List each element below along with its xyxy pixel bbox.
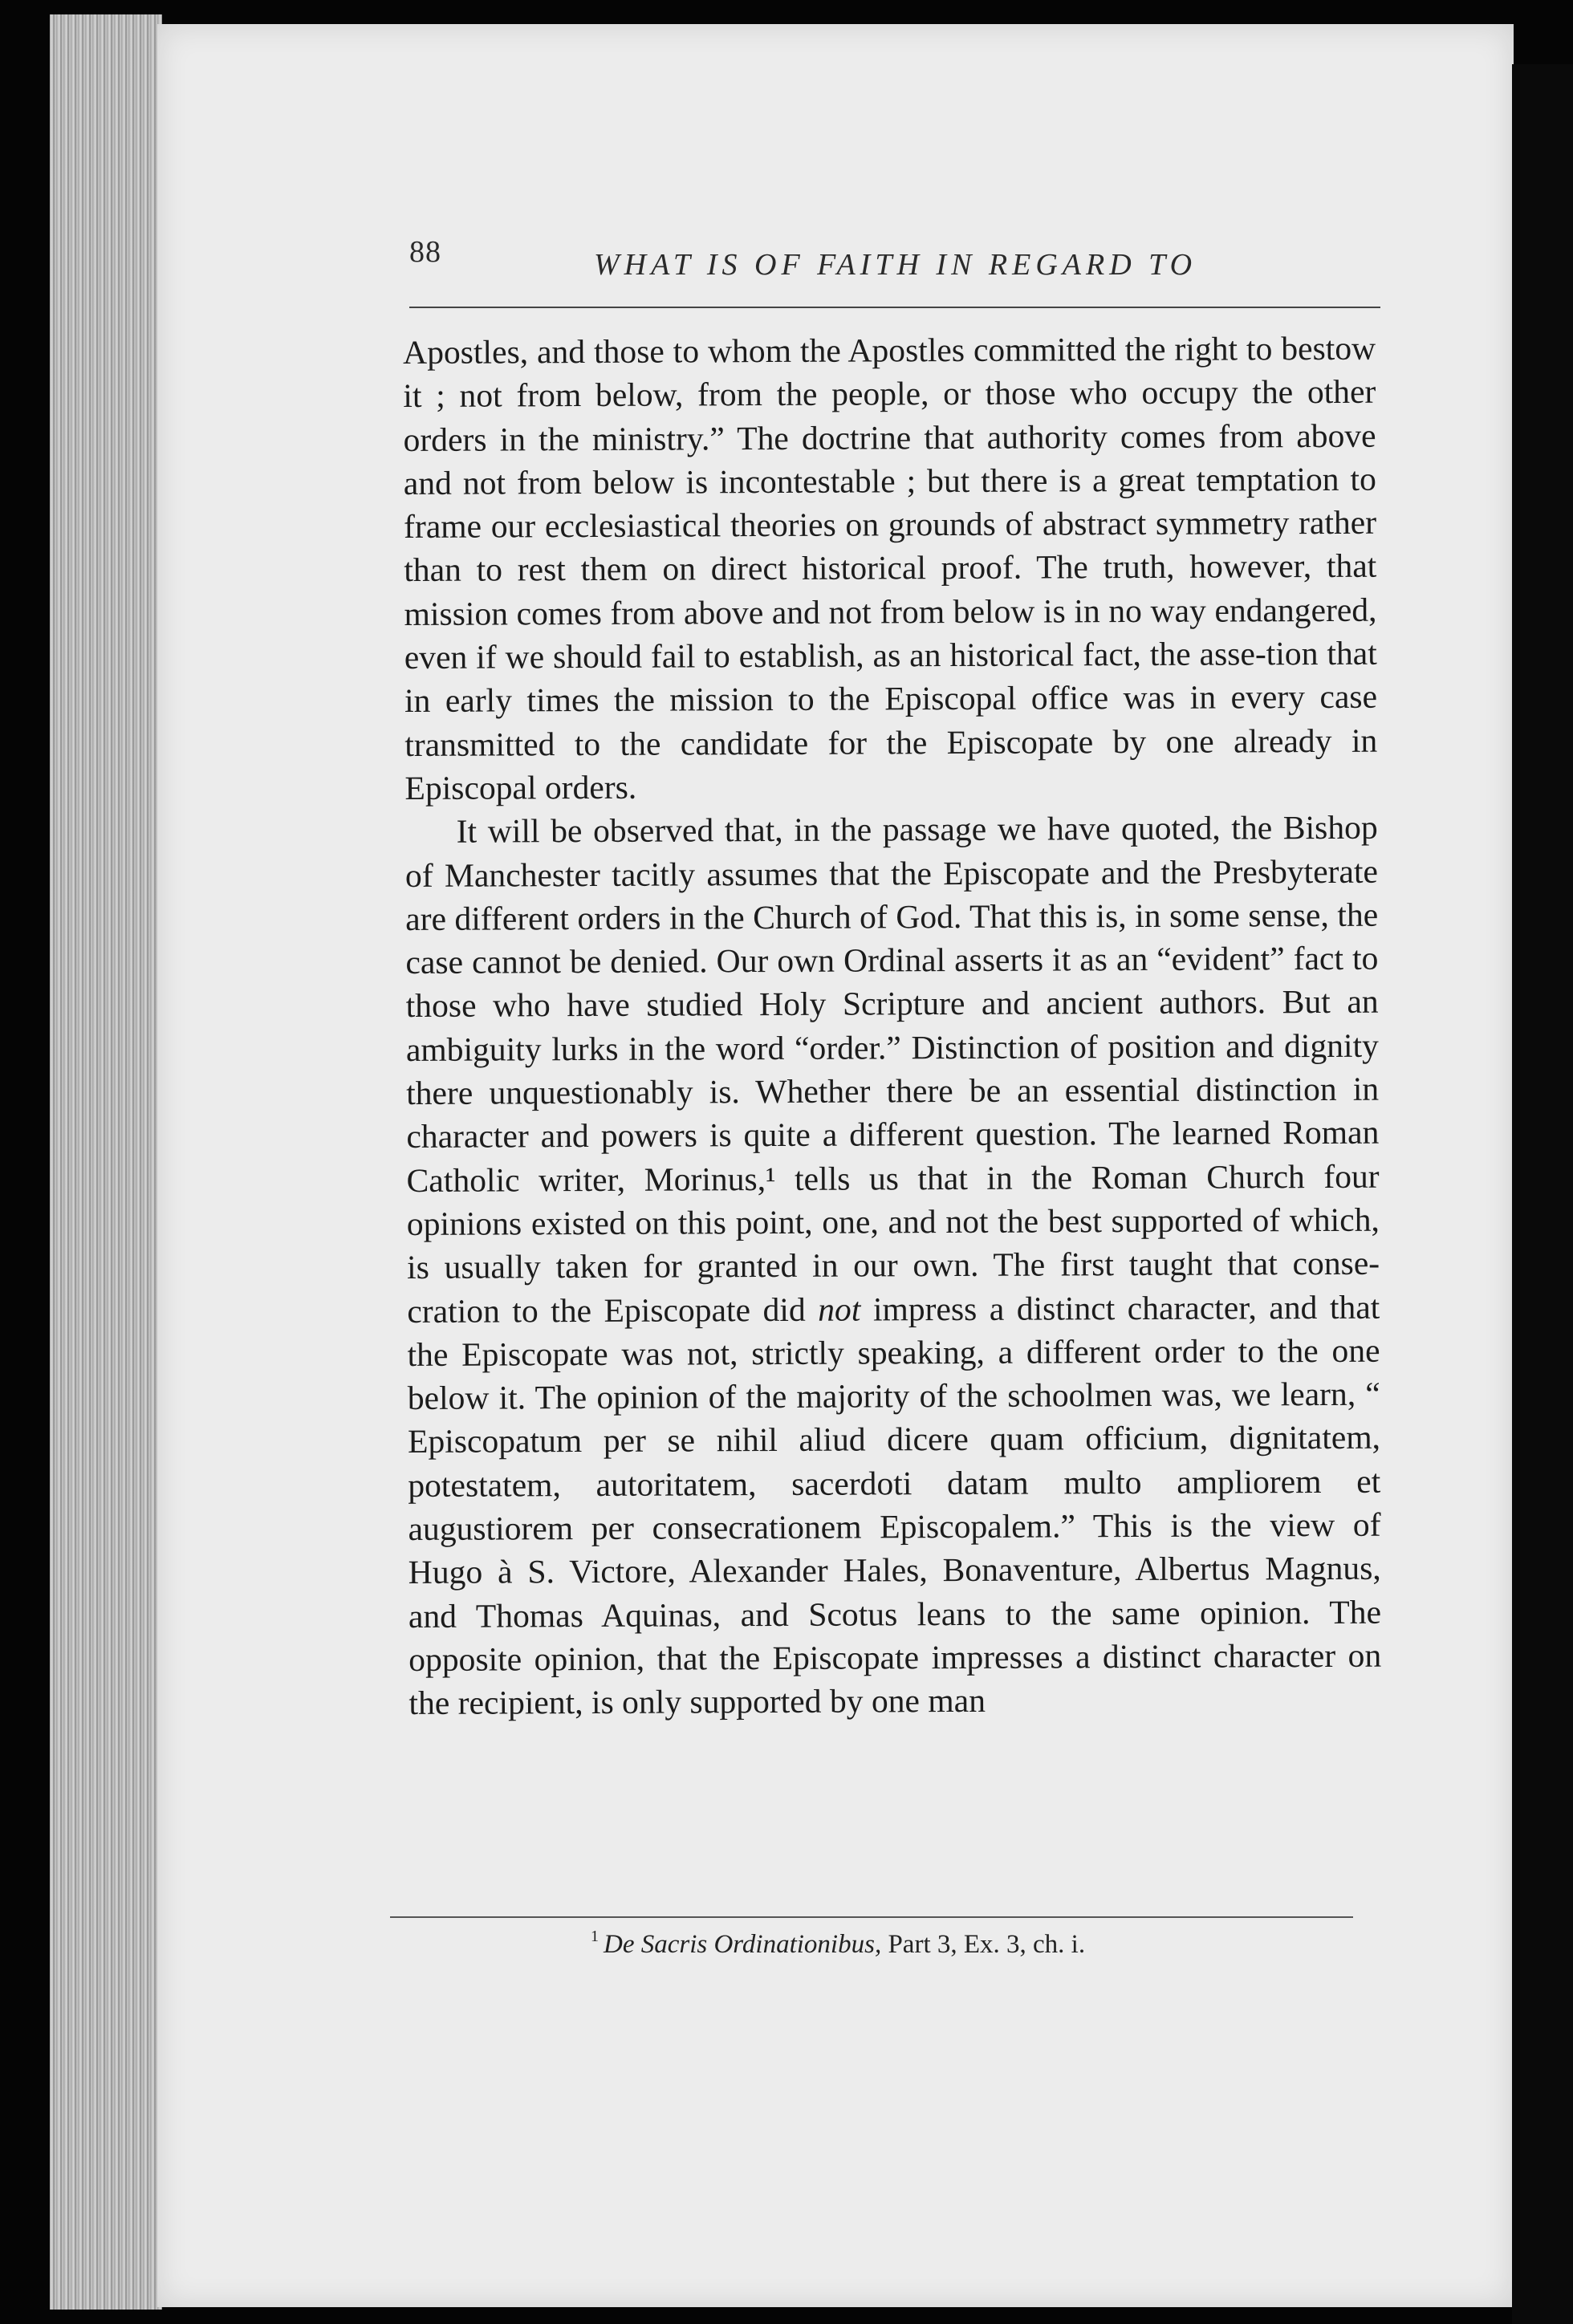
body-text [403,327,1383,1903]
footnote-reference: Part 3, Ex. 3, ch. i. [881,1930,1086,1959]
page-edges [50,14,162,2310]
footnote-marker: 1 [591,1928,599,1945]
footnote-title: De Sacris Ordinationibus, [604,1930,882,1959]
running-title: WHAT IS OF FAITH IN REGARD TO [594,248,1197,282]
footnote [591,1928,1085,1960]
footnote-rule [390,1916,1353,1918]
running-head [409,234,1380,308]
paragraph-text: It will be observed that, in the passage we have quoted, the Bishop of Manchester tacitly assumes that the Episcopate and the Presbyterate are different orders in the Church of God. That this is, in some sense, the case cannot be denied. Our own Ordinal asserts it as an “evident” fact to those who have studied Holy Scripture and ancient authors. But an ambiguity lurks in the word “order.” Distinction of position and dignity there unquestionably is. Whether there be an essential distinction in character and powers is quite a different question. The learned Roman Catholic writer, Morinus,¹ tells us that in the Roman Church four opinions existed on this point, one, and not the best supported of which, is usually taken for granted in our own. The first taught that consecration to the Episcopate did [404,808,1380,1330]
paragraph [405,806,1382,1725]
paragraph: Apostles, and those to whom the Apostles committed the right to bestow it ; not from below, from the people, or those who occupy the other orders in the ministry.” The doctrine that authority comes from above and not from below is incontestable ; but there is a great temptation to frame our ecclesiastical theories on grounds of abstract symmetry rather than to rest them on direct historical proof. The truth, however, that mission comes from above and not from below is in no way endangered, even if we should fail to establish, as an historical fact, the asse-tion that in early times the mission to the Episcopal office was in every case transmitted to the candidate for the Episcopate by one already in Episcopal orders. [403,329,1378,806]
binding-shadow [1512,64,1573,2324]
paragraph-text: impress a distinct character, and that the Episcopate was not, strictly speaking, a different order to the one below it. The opinion of the majority of the schoolmen was, we learn, “ Episcopatum per se nihil aliud dicere quam officium, dignitatem, potestatem, autoritatem, sacerdoti datam multo ampliorem et augustiorem per consecrationem Episcopalem.” This is the view of Hugo à S. Victore, Alexander Hales, Bonaventure, Albertus Magnus, and Thomas Aquinas, and Scotus leans to the same opinion. The opposite opinion, that the Episcopate impresses a distinct character on the recipient, is only supported by one man [407,1288,1382,1722]
page-number: 88 [409,235,441,269]
emphasized-word: not [818,1290,861,1328]
